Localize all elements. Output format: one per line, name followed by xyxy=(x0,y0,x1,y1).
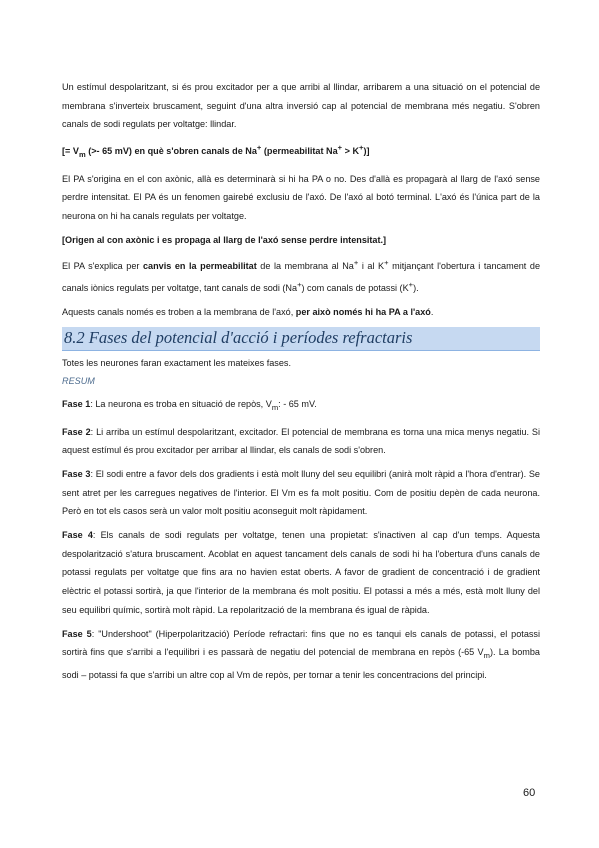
phase-4-label: Fase 4 xyxy=(62,530,93,541)
page-number: 60 xyxy=(523,787,536,799)
origin-summary-bold: [Origen al con axònic i es propaga al llarg de l'axó sense perdre intensitat.] xyxy=(62,234,387,245)
phase-5: Fase 5: "Undershoot" (Hiperpolarització) Període refractari: fins que no es tanqui els canals de potassi, el potassi sortirà fins que s'arribi a l'equilibri i es passarà de negatiu del potencial de membrana en repòs (-65 $V_m$). La bomba sodi – potassi fa que s'arribi un altre cop al Vm de repòs, per tornar a tenir les concentracions del principi. xyxy=(62,628,541,680)
phase-2: Fase 2: Li arriba un estímul despolaritzant, excitador. El potencial de membrana es torna una mica menys negatiu. Si aquest estímul és prou excitador per arribar al llindar, els canals de sodi s'obren. xyxy=(62,426,540,456)
paragraph-channels-location: Aquests canals només es troben a la membrana de l'axó, per això només hi ha PA a l'axó. xyxy=(62,306,434,317)
phase-5-label: Fase 5 xyxy=(62,628,92,639)
paragraph-axon-hillock: El PA s'origina en el con axònic, allà es determinarà si hi ha PA o no. Des d'allà es propagarà al llarg de l'axó sense perdre intensitat. El PA és un fenomen gairebé exclusiu de l'axó. De l'axó al botó terminal. L'axó és l'única part de la neurona on hi ha canals regulats per voltatge. xyxy=(62,173,540,222)
phase-4: Fase 4: Els canals de sodi regulats per voltatge, tenen una propietat: s'inactiven al cap d'un temps. Aquesta despolarització s'atura bruscament. Acoblat en aquest tancament dels canals de sodi hi ha l'obertura d'uns canals de potassi regulats per voltatge que fins ara no havien estat oberts. A favor de gradient de concentració i de gradient elèctric el potassi sortirà, ja que l'interior de la membrana és molt positiu. El potassi a més a més, està molt lluny del seu equilibri químic, sortirà molt ràpid. La repolarització de la membrana és igual de ràpida. xyxy=(62,530,540,615)
phase-3-label: Fase 3 xyxy=(62,468,91,479)
phase-2-label: Fase 2 xyxy=(62,426,91,437)
resum-label: RESUM xyxy=(62,376,95,387)
phase-1: Fase 1: La neurona es troba en situació de repòs, $V_m$: - 65 mV. xyxy=(62,399,317,412)
phase-1-label: Fase 1 xyxy=(62,399,91,410)
paragraph-permeability: El PA s'explica per canvis en la permeabilitat de la membrana al Na+ i al K+ mitjançant l'obertura i tancament de canals iònics regulats per voltatge, tant canals de sodi (Na+) com canals de potassi (K+). xyxy=(62,258,540,294)
section-heading: 8.2 Fases del potencial d'acció i períodes refractaris xyxy=(62,327,540,351)
document-page xyxy=(62,78,540,690)
section-intro: Totes les neurones faran exactament les mateixes fases. xyxy=(62,357,291,368)
paragraph-threshold-note xyxy=(62,139,540,165)
paragraph-depolarizing-stimulus: Un estímul despolaritzant, si és prou excitador per a que arribi al llindar, arribarem a una situació on el potencial de membrana s'inverteix bruscament, seguint d'una altra inversió cap al potencial de membrana més negatiu. S'obren canals de sodi regulats per voltatge: llindar. xyxy=(62,82,540,130)
paragraph-origin-summary xyxy=(62,231,540,250)
threshold-note-bold: [= $V_m$ (>- 65 mV) en què s'obren canals de Na+ (permeabilitat Na+ > K+)] xyxy=(62,143,370,159)
phase-3: Fase 3: El sodi entre a favor dels dos gradients i està molt lluny del seu equilibri (anirà molt ràpid a l'hora d'entrar). Se sent atret per les carregues negatives de l'interior. El Vm es fa molt positiu. Com de positiu depèn de cada neurona. Però en tot els casos serà un valor molt positiu aconseguit molt ràpidament. xyxy=(62,468,540,517)
